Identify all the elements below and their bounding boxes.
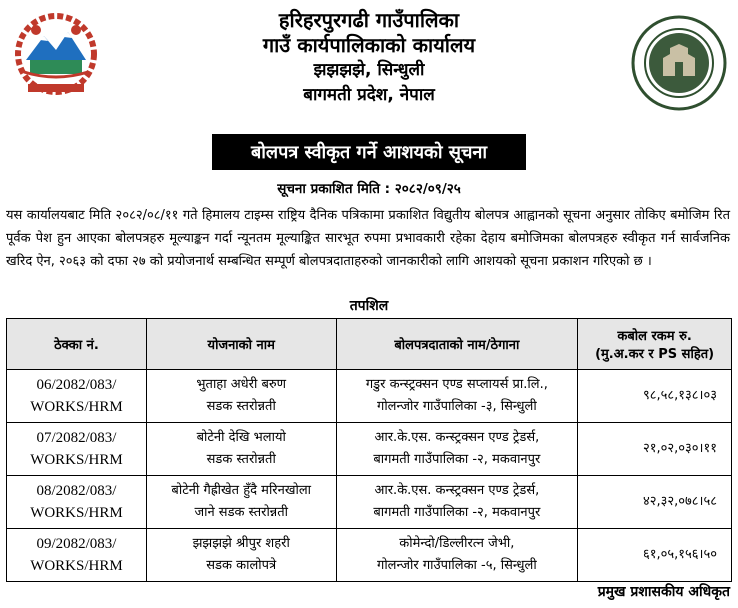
project-name-cell (146, 476, 336, 529)
project-name-line1: बोटेनी देखि भलायो (196, 430, 286, 445)
header-amount-line2: (मु.अ.कर र PS सहित) (595, 347, 715, 362)
table-row (7, 370, 732, 423)
bidder-address: गोलन्जोर गाउँपालिका -५, सिन्धुली (377, 558, 537, 573)
contract-no-line2: WORKS/HRM (30, 558, 123, 574)
table-row (7, 476, 732, 529)
contract-no-line1: 09/2082/083/ (36, 536, 117, 552)
bidder-name: गडुर कन्स्ट्रक्सन एण्ड सप्लायर्स प्रा.लि., (365, 377, 548, 392)
contract-no-line2: WORKS/HRM (30, 452, 123, 468)
header-amount (578, 319, 732, 370)
contract-no-cell (7, 423, 147, 476)
bidder-address: बागमती गाउँपालिका -२, मकवानपुर (373, 452, 541, 467)
municipality-name: हरिहरपुरगढी गाउँपालिका (278, 8, 460, 32)
office-header (0, 8, 738, 108)
bidder-cell (336, 529, 578, 582)
bidder-name: आर.के.एस. कन्स्ट्रक्सन एण्ड ट्रेडर्स, (374, 430, 540, 445)
project-name-line2: सडक स्तरोन्नती (206, 399, 276, 414)
contract-no-line1: 08/2082/083/ (36, 483, 117, 499)
project-name-line2: सडक कालोपत्रे (206, 558, 277, 573)
project-name-line1: भुताहा अधेरी बरुण (196, 377, 287, 392)
project-name-line2: जाने सडक स्तरोन्नती (194, 505, 288, 520)
amount-cell: ४२,३२,०७८।५८ (578, 476, 732, 529)
bidder-address: बागमती गाउँपालिका -२, मकवानपुर (373, 505, 541, 520)
office-name: गाउँ कार्यपालिकाको कार्यालय (262, 33, 476, 57)
contract-no-line2: WORKS/HRM (30, 505, 123, 521)
project-name-cell (146, 370, 336, 423)
bidder-cell (336, 476, 578, 529)
project-name-line1: बोटेनी गैह्रीखेत हुँदै मरिनखोला (171, 483, 312, 498)
table-row (7, 423, 732, 476)
project-name-line2: सडक स्तरोन्नती (206, 452, 276, 467)
province-country: बागमती प्रदेश, नेपाल (303, 85, 435, 105)
contract-no-line1: 06/2082/083/ (36, 377, 117, 393)
contract-no-cell (7, 476, 147, 529)
table-header-row (7, 319, 732, 370)
header-project-name: योजनाको नाम (146, 319, 336, 370)
bidder-name: आर.के.एस. कन्स्ट्रक्सन एण्ड ट्रेडर्स, (374, 483, 540, 498)
header-bidder: बोलपत्रदाताको नाम/ठेगाना (336, 319, 578, 370)
amount-cell: ९८,५८,१३८।०३ (578, 370, 732, 423)
header-contract-no: ठेक्का नं. (7, 319, 147, 370)
header-amount-line1: कबोल रकम रु. (617, 329, 692, 344)
project-name-cell (146, 423, 336, 476)
contract-no-line1: 07/2082/083/ (36, 430, 117, 446)
contract-no-cell (7, 529, 147, 582)
project-name-cell (146, 529, 336, 582)
bidder-cell (336, 370, 578, 423)
bidder-name: कोमेन्दो/डिल्लीरत्न जेभी, (399, 536, 515, 551)
bidder-cell (336, 423, 578, 476)
contract-no-cell (7, 370, 147, 423)
notice-title: बोलपत्र स्वीकृत गर्ने आशयको सूचना (212, 134, 526, 170)
details-heading: तपशिल (349, 298, 389, 314)
bidder-address: गोलन्जोर गाउँपालिका -३, सिन्धुली (377, 399, 537, 414)
amount-cell: २१,०२,०३०।११ (578, 423, 732, 476)
notice-body: यस कार्यालयबाट मिति २०८२/०८/११ गते हिमालय टाइम्स राष्ट्रिय दैनिक पत्रिकामा प्रकाशित विद्युतीय बोलपत्र आह्वानको सूचना अनुसार तोकिए बमोजिम रित पूर्वक पेश हुन आएका बोलपत्रहरु मूल्याङ्कन गर्दा न्यूनतम मूल्याङ्कित सारभूत रुपमा प्रभावकारी रहेका देहाय बमोजिमका बोलपत्रहरु स्वीकृत गर्न सार्वजनिक खरिद ऐन, २०६३ को दफा २७ को प्रयोजनार्थ सम्बन्धित सम्पूर्ण बोलपत्रदाताहरुको जानकारीको लागि आशयको सूचना प्रकाशन गरिएको छ । (6, 208, 730, 269)
signature-title: प्रमुख प्रशासकीय अधिकृत (597, 584, 730, 600)
published-date: सूचना प्रकाशित मिति : २०८२/०९/२५ (277, 181, 461, 197)
table-row (7, 529, 732, 582)
amount-cell: ६१,०५,१५६।५० (578, 529, 732, 582)
office-location: झझझझे, सिन्धुली (313, 60, 425, 80)
bid-details-table (6, 318, 732, 582)
project-name-line1: झझझझे श्रीपुर शहरी (192, 536, 290, 551)
contract-no-line2: WORKS/HRM (30, 399, 123, 415)
